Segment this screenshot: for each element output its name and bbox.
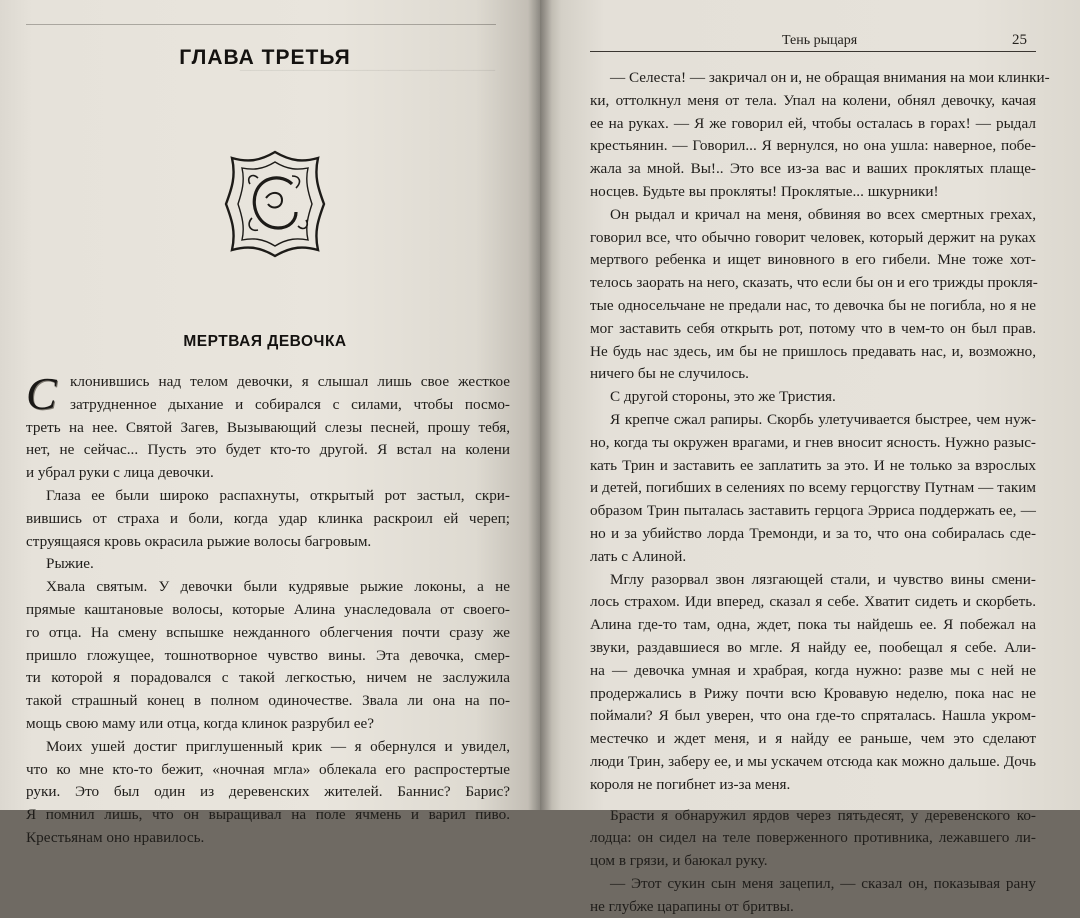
text-line: Не будь нас здесь, им бы не пришлось предавать нас, и, возможно, (590, 341, 1036, 364)
text-line: прямые каштановые волосы, которые Алина унаследовала от своего- (26, 599, 510, 622)
text-line: Хвала святым. У девочки были кудрявые рыжие локоны, а не (26, 576, 510, 599)
text-line: Рыжие. (26, 553, 510, 576)
text-line: го отца. На смену вспышке нежданного облегчения почти сразу же (26, 622, 510, 645)
text-line: клонившись над телом девочки, я слышал лишь свое жесткое (26, 371, 510, 394)
text-line: цом в грязи, и баюкал руку. (590, 850, 1036, 873)
running-head: Тень рыцаря (782, 33, 857, 49)
text-line: руки. Это был один из деревенских жителей. Баннис? Барис? (26, 781, 510, 804)
text-line: Брасти я обнаружил ярдов через пятьдесят, у деревенского ко- (590, 805, 1036, 828)
text-line: такой страшный конец в полном одиночестве. Звала ли она на по- (26, 690, 510, 713)
text-line: ничего бы не случилось. (590, 363, 1036, 386)
book-gutter (528, 0, 552, 810)
text-line: струящаяся кровь окрасила рыжие волосы багровым. (26, 531, 510, 554)
text-line: Глаза ее были широко распахнуты, открытый рот застыл, скри- (26, 485, 510, 508)
text-line: затрудненное дыхание и собирался с силами, чтобы посмо- (26, 394, 510, 417)
right-paragraphs-after-break (590, 805, 1036, 918)
text-line: говорил все, что обычно говорит человек, который держит на руках (590, 227, 1036, 250)
text-line: поймали? Я был уверен, что она где-то спряталась. Нашла укром- (590, 705, 1036, 728)
text-line: образом Трин пыталась заставить герцога Эрриса поддержать ее, — (590, 500, 1036, 523)
text-line: мертвого ребенка и ищет виновного в его гибели. Мне тоже хот- (590, 249, 1036, 272)
text-line: пришло гложущее, тошнотворное чувство вины. Эта девочка, смер- (26, 645, 510, 668)
text-line: — Этот сукин сын меня зацепил, — сказал он, показывая рану (590, 873, 1036, 896)
text-line: носцев. Будьте вы прокляты! Проклятые... шкурники! (590, 181, 1036, 204)
text-line: Я помнил лишь, что он выращивал на поле ячмень и варил пиво. (26, 804, 510, 827)
text-line: Он рыдал и кричал на меня, обвиняя во всех смертных грехах, (590, 204, 1036, 227)
text-line: С другой стороны, это же Тристия. (590, 386, 1036, 409)
bleed-through: ──────────────────────── (240, 60, 495, 83)
text-line: и убрал руки с лица девочки. (26, 462, 510, 485)
text-line: местечко и ждет меня, и я найду ее раньше, чем это сделают (590, 728, 1036, 751)
header-rule (590, 51, 1036, 52)
text-line: телось заорать на него, сказать, что если бы он и его трижды прокля- (590, 272, 1036, 295)
text-line: ти которой я порадовался с такой легкостью, ничем не заслужила (26, 667, 510, 690)
text-line: и детей, погибших в селениях по всему герцогству Путнам — таким (590, 477, 1036, 500)
text-line: нет, не сейчас... Пусть это будет кто-то другой. Я встал на колени (26, 439, 510, 462)
scene-break (590, 797, 1036, 805)
text-line: вившись от страха и боли, когда удар клинка раскроил ей череп; (26, 508, 510, 531)
text-line: кать Трин и заставить ее заплатить за это. И не только за взрослых (590, 455, 1036, 478)
text-line: звуки, раздавшиеся во мгле. Я найду ее, пообещал я себе. Али- (590, 637, 1036, 660)
text-line: жала за мной. Вы!.. Это все из-за вас и ваших проклятых плаще- (590, 158, 1036, 181)
text-line: Моих ушей достиг приглушенный крик — я обернулся и увидел, (26, 736, 510, 759)
section-title: МЕРТВАЯ ДЕВОЧКА (120, 333, 410, 351)
top-rule (26, 24, 496, 25)
text-line: лать с Алиной. (590, 546, 1036, 569)
text-line: на — девочка умная и храбрая, когда нужно: разве мы с ней не (590, 660, 1036, 683)
text-line: ки, оттолкнул меня от тела. Упал на колени, обнял девочку, качая (590, 90, 1036, 113)
left-page (0, 0, 540, 810)
text-line: треть на нее. Святой Загев, Вызывающий слезы песней, прошу тебя, (26, 417, 510, 440)
text-line: мог заставить себя открыть рот, потому что в чем-то он был прав. (590, 318, 1036, 341)
page-number: 25 (1012, 32, 1027, 49)
text-line: Мглу разорвал звон лязгающей стали, и чувство вины смени- (590, 569, 1036, 592)
text-line: ее на руках. — Я же говорил ей, чтобы осталась в горах! — рыдал (590, 113, 1036, 136)
text-line: Алина где-то там, одна, ждет, пока ты найдешь ее. Я побежал на (590, 614, 1036, 637)
text-line: — Селеста! — закричал он и, не обращая внимания на мои клинки- (590, 67, 1036, 90)
text-line: люди Трин, заберу ее, и мы ускачем отсюда как можно дальше. Дочь (590, 751, 1036, 774)
text-line: что ко мне кто-то бежит, «ночная мгла» облекала его распростертые (26, 759, 510, 782)
text-line: лось страхом. Иди вперед, сказал я себе. Хватит сидеть и скорбеть. (590, 591, 1036, 614)
left-paragraphs (26, 417, 510, 850)
right-text-block (590, 67, 1036, 918)
text-line: продержались в Рижу почти всю Кровавую неделю, пока нас не (590, 683, 1036, 706)
text-line: но и за убийство лорда Тремонди, и за то, что она собиралась сде- (590, 523, 1036, 546)
text-line: крестьянин. — Говорил... Я вернулся, но она ушла: наверное, побе- (590, 135, 1036, 158)
text-line: не глубже царапины от бритвы. (590, 896, 1036, 918)
text-line: тые односельчане не предали нас, то девочка бы не погибла, но я не (590, 295, 1036, 318)
text-line: лодца: он сидел на теле поверженного противника, лежавшего ли- (590, 827, 1036, 850)
ornament-icon (222, 148, 328, 260)
text-line: мощь свою маму или отца, когда клинок разрубил ее? (26, 713, 510, 736)
left-text-block (26, 371, 510, 850)
text-line: короля не погибнет из-за меня. (590, 774, 1036, 797)
drop-cap: С (26, 373, 66, 415)
text-line: но, когда ты окружен врагами, и гнев вносит ясность. Нужно разыс- (590, 432, 1036, 455)
text-line: Крестьянам оно нравилось. (26, 827, 510, 850)
text-line: Я крепче сжал рапиры. Скорбь улетучивается быстрее, чем нуж- (590, 409, 1036, 432)
chapter-title: ГЛАВА ТРЕТЬЯ (150, 46, 380, 70)
right-paragraphs (590, 67, 1036, 797)
